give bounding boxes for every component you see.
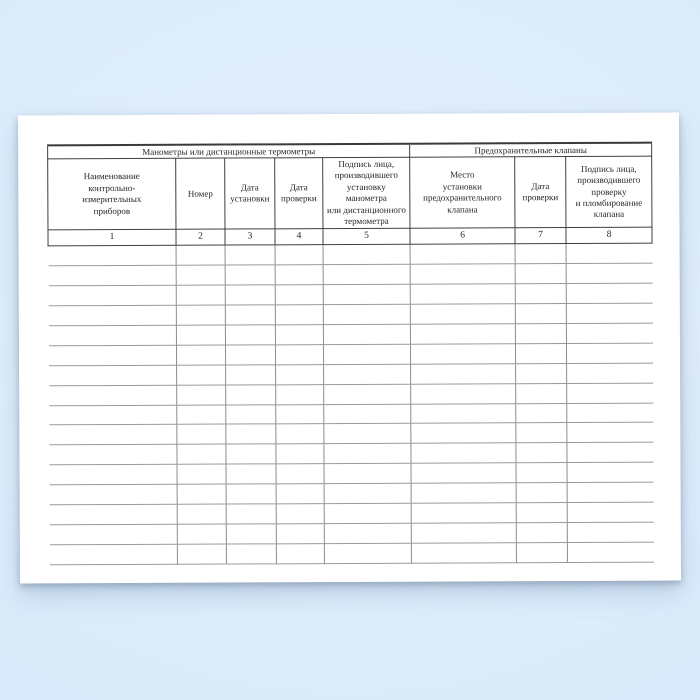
empty-cell [276,384,324,404]
column-number-5: 5 [323,229,410,245]
empty-cell [516,463,567,483]
document-sheet [18,113,681,584]
empty-cell [323,304,410,324]
empty-cell [515,284,566,304]
empty-cell [411,423,516,443]
empty-cell [225,345,275,365]
empty-cell [567,443,653,463]
column-header-installer-signature: Подпись лица, производившего установку манометра или дистанционного термометра [323,157,410,229]
empty-cell [516,343,567,363]
column-number-3: 3 [225,229,275,245]
empty-row [48,264,652,287]
empty-cell [567,343,653,363]
empty-cell [177,424,226,444]
empty-cell [49,484,177,504]
empty-row [49,482,653,505]
empty-cell [276,464,324,484]
empty-cell [567,502,653,522]
empty-cell [275,345,323,365]
empty-cell [226,444,276,464]
empty-cell [176,305,225,325]
empty-cell [516,363,567,383]
empty-row [49,403,653,426]
empty-cell [411,383,516,403]
empty-cell [516,383,567,403]
empty-cell [276,364,324,384]
empty-cell [324,503,411,523]
empty-cell [49,445,177,465]
column-number-8: 8 [566,228,652,244]
empty-cell [515,244,566,264]
empty-cell [411,344,516,364]
empty-cell [177,385,226,405]
empty-cell [567,383,653,403]
empty-cell [177,464,226,484]
column-header-valve-inspector-signature: Подпись лица, производившего проверку и пломбирование клапана [566,156,652,228]
empty-row [48,323,652,346]
empty-cell [276,484,324,504]
column-number-2: 2 [176,229,225,245]
empty-cell [516,503,567,523]
empty-cell [566,303,652,323]
empty-cell [516,423,567,443]
empty-cell [49,365,177,385]
column-number-7: 7 [515,228,566,244]
empty-cell [566,283,652,303]
empty-cell [324,483,411,503]
empty-row [49,522,653,545]
empty-cell [324,463,411,483]
column-header-install-date: Дата установки [225,158,275,230]
empty-cell [276,444,324,464]
empty-cell [176,265,225,285]
empty-cell [177,444,226,464]
empty-row [49,502,653,525]
empty-cell [226,404,276,424]
empty-cell [176,285,225,305]
empty-cell [226,524,276,544]
group-header-safety-valves: Предохранительные клапаны [410,143,652,158]
empty-cell [516,443,567,463]
empty-cell [410,284,515,304]
empty-cell [410,304,515,324]
empty-cell [411,463,516,483]
empty-cell [176,325,225,345]
empty-cell [49,425,177,445]
empty-row [48,244,652,267]
empty-cell [323,245,410,265]
empty-cell [515,304,566,324]
empty-cell [324,384,411,404]
empty-cell [48,325,176,345]
empty-row [49,423,653,446]
empty-cell [225,265,275,285]
empty-row [49,383,653,406]
empty-cell [226,365,276,385]
empty-cell [324,364,411,384]
empty-cell [567,403,653,423]
empty-cell [225,325,275,345]
empty-cell [275,265,323,285]
empty-cell [276,424,324,444]
empty-row [48,343,652,366]
empty-row [49,462,653,485]
empty-cell [226,504,276,524]
empty-cell [225,305,275,325]
empty-cell [566,323,652,343]
column-header-valve-check-date: Дата проверки [515,157,566,229]
empty-cell [411,503,516,523]
empty-cell [225,285,275,305]
empty-cell [411,523,516,543]
empty-row [49,363,653,386]
empty-cell [48,305,176,325]
empty-cell [516,403,567,423]
empty-cell [276,524,324,544]
empty-cell [177,484,226,504]
empty-cell [323,324,410,344]
empty-cell [176,345,225,365]
instruments-log-table [47,142,654,565]
empty-cell [411,364,516,384]
empty-cell [411,443,516,463]
empty-cell [276,404,324,424]
empty-cell [516,522,567,542]
empty-cell [410,264,515,284]
empty-row [48,303,652,326]
column-header-instrument-name: Наименование контрольно- измерительных приборов [48,158,176,230]
empty-cell [49,504,177,524]
empty-cell [410,324,515,344]
empty-row [49,542,653,565]
column-header-number: Номер [176,158,225,230]
empty-cell [411,543,516,563]
empty-cell [324,523,411,543]
empty-cell [49,544,177,564]
empty-cell [48,345,176,365]
group-header-manometers: Манометры или дистанционные термометры [48,144,410,159]
empty-cell [49,385,177,405]
empty-cell [276,504,324,524]
empty-cell [411,483,516,503]
empty-cell [567,542,653,562]
empty-cell [275,305,323,325]
empty-cell [177,365,226,385]
empty-cell [410,244,515,264]
empty-cell [275,325,323,345]
empty-cell [566,264,652,284]
empty-cell [49,524,177,544]
column-header-check-date: Дата проверки [275,158,323,230]
column-number-6: 6 [410,228,515,244]
empty-cell [567,363,653,383]
empty-row [49,443,653,466]
empty-cell [226,544,276,564]
empty-cell [48,285,176,305]
empty-cell [324,543,411,563]
empty-cell [177,504,226,524]
empty-cell [324,444,411,464]
empty-cell [515,324,566,344]
empty-cell [48,266,176,286]
empty-cell [275,285,323,305]
empty-cell [275,245,323,265]
empty-cell [226,484,276,504]
empty-cell [177,405,226,425]
empty-cell [177,524,226,544]
empty-cell [48,246,176,266]
empty-cell [324,404,411,424]
empty-cell [226,424,276,444]
empty-cell [411,403,516,423]
column-header-row [48,156,652,230]
empty-cell [323,284,410,304]
column-number-4: 4 [275,229,323,245]
empty-cell [49,405,177,425]
empty-cell [49,464,177,484]
column-header-valve-location: Место установки предохранительного клапана [410,157,515,229]
empty-cell [276,543,324,563]
empty-cell [516,483,567,503]
empty-cell [515,264,566,284]
empty-cell [567,482,653,502]
empty-cell [567,462,653,482]
empty-cell [323,265,410,285]
empty-cell [225,245,275,265]
empty-cell [177,544,226,564]
empty-cell [226,464,276,484]
empty-cell [566,244,652,264]
empty-cell [567,522,653,542]
empty-cell [324,424,411,444]
empty-cell [176,245,225,265]
empty-cell [323,344,410,364]
table-body [48,244,653,565]
empty-cell [567,423,653,443]
empty-row [48,283,652,306]
column-number-1: 1 [48,230,176,247]
empty-cell [226,384,276,404]
empty-cell [516,542,567,562]
